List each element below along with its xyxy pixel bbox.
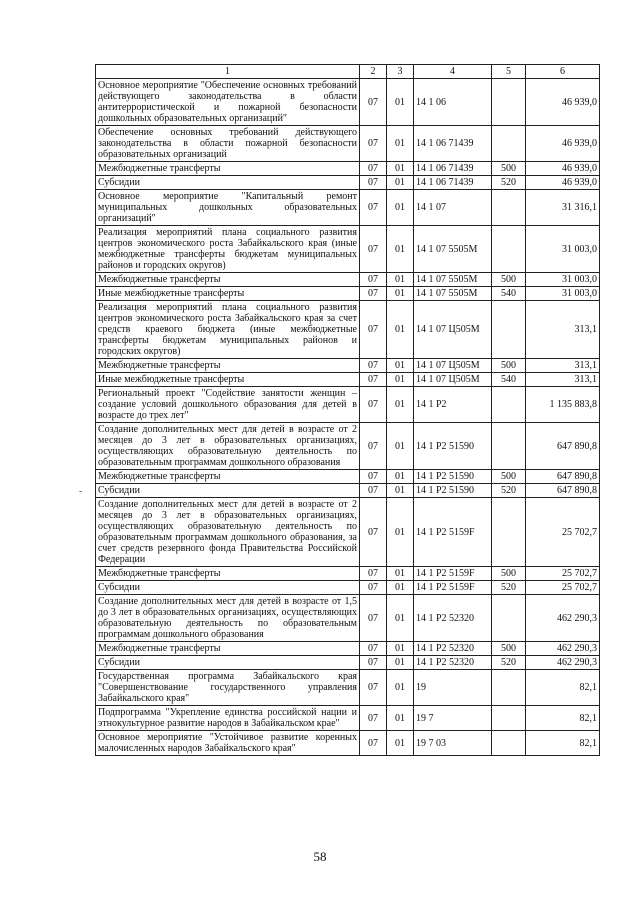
item-name-cell: Иные межбюджетные трансферты [96, 373, 360, 387]
target-article-cell: 14 1 P2 5159F [414, 581, 492, 595]
expense-type-cell [492, 670, 526, 706]
target-article-cell: 14 1 P2 5159F [414, 498, 492, 567]
target-article-cell: 14 1 06 71439 [414, 162, 492, 176]
item-name-cell: Межбюджетные трансферты [96, 470, 360, 484]
page-number: 58 [313, 849, 327, 864]
item-name-cell: Основное мероприятие "Устойчивое развитие коренных малочисленных народов Забайкальского края" [96, 731, 360, 756]
column-header: 1 [96, 65, 360, 79]
section-code-cell: 07 [360, 176, 387, 190]
target-article-cell: 14 1 07 5505М [414, 287, 492, 301]
expense-type-cell [492, 423, 526, 470]
table-row [96, 79, 600, 126]
subsection-code-cell: 01 [387, 162, 414, 176]
header-row [96, 65, 600, 79]
expense-type-cell [492, 706, 526, 731]
table-row [96, 287, 600, 301]
amount-cell: 313,1 [526, 301, 600, 359]
expense-type-cell: 540 [492, 373, 526, 387]
stray-mark: - [79, 486, 83, 497]
section-code-cell: 07 [360, 567, 387, 581]
subsection-code-cell: 01 [387, 190, 414, 226]
expense-type-cell: 500 [492, 359, 526, 373]
section-code-cell: 07 [360, 387, 387, 423]
column-header: 5 [492, 65, 526, 79]
expense-type-cell [492, 79, 526, 126]
subsection-code-cell: 01 [387, 470, 414, 484]
subsection-code-cell: 01 [387, 273, 414, 287]
item-name-cell: Основное мероприятие "Капитальный ремонт муниципальных дошкольных образовательных организаций" [96, 190, 360, 226]
amount-cell: 31 003,0 [526, 226, 600, 273]
table-row [96, 423, 600, 470]
table-row [96, 470, 600, 484]
table-row [96, 190, 600, 226]
section-code-cell: 07 [360, 470, 387, 484]
target-article-cell: 14 1 P2 51590 [414, 423, 492, 470]
amount-cell: 462 290,3 [526, 642, 600, 656]
item-name-cell: Межбюджетные трансферты [96, 359, 360, 373]
expense-type-cell: 540 [492, 287, 526, 301]
subsection-code-cell: 01 [387, 595, 414, 642]
amount-cell: 25 702,7 [526, 498, 600, 567]
subsection-code-cell: 01 [387, 484, 414, 498]
item-name-cell: Создание дополнительных мест для детей в возрасте от 2 месяцев до 3 лет в образовательных организациях, осуществляющих образовательную деятельность по образовательным программам дошкольного образования [96, 423, 360, 470]
amount-cell: 82,1 [526, 670, 600, 706]
item-name-cell: Государственная программа Забайкальского края "Совершенствование государственного управления Забайкальского края" [96, 670, 360, 706]
subsection-code-cell: 01 [387, 670, 414, 706]
subsection-code-cell: 01 [387, 387, 414, 423]
amount-cell: 313,1 [526, 373, 600, 387]
target-article-cell: 14 1 07 Ц505М [414, 301, 492, 359]
item-name-cell: Подпрограмма "Укрепление единства российской нации и этнокультурное развитие народов в Забайкальском крае" [96, 706, 360, 731]
table-row [96, 595, 600, 642]
expense-type-cell: 500 [492, 567, 526, 581]
item-name-cell: Реализация мероприятий плана социального развития центров экономического роста Забайкальского края за счет средств краевого бюджета (иные межбюджетные трансферты бюджетам муниципальных районов и городских округов) [96, 301, 360, 359]
expense-type-cell: 500 [492, 470, 526, 484]
subsection-code-cell: 01 [387, 301, 414, 359]
amount-cell: 1 135 883,8 [526, 387, 600, 423]
target-article-cell: 14 1 07 5505М [414, 273, 492, 287]
amount-cell: 46 939,0 [526, 176, 600, 190]
subsection-code-cell: 01 [387, 226, 414, 273]
expense-type-cell [492, 190, 526, 226]
amount-cell: 82,1 [526, 731, 600, 756]
section-code-cell: 07 [360, 79, 387, 126]
amount-cell: 46 939,0 [526, 162, 600, 176]
target-article-cell: 14 1 06 71439 [414, 176, 492, 190]
target-article-cell: 14 1 P2 52320 [414, 595, 492, 642]
amount-cell: 647 890,8 [526, 484, 600, 498]
item-name-cell: Субсидии [96, 176, 360, 190]
section-code-cell: 07 [360, 670, 387, 706]
target-article-cell: 14 1 07 5505М [414, 226, 492, 273]
table-row [96, 670, 600, 706]
subsection-code-cell: 01 [387, 176, 414, 190]
section-code-cell: 07 [360, 484, 387, 498]
table-row [96, 226, 600, 273]
amount-cell: 82,1 [526, 706, 600, 731]
table-row [96, 359, 600, 373]
subsection-code-cell: 01 [387, 126, 414, 162]
target-article-cell: 19 [414, 670, 492, 706]
section-code-cell: 07 [360, 273, 387, 287]
target-article-cell: 14 1 P2 52320 [414, 642, 492, 656]
expense-type-cell [492, 226, 526, 273]
expense-type-cell: 520 [492, 656, 526, 670]
table-row [96, 273, 600, 287]
amount-cell: 647 890,8 [526, 470, 600, 484]
item-name-cell: Обеспечение основных требований действующего законодательства в области пожарной безопасности образовательных организаций [96, 126, 360, 162]
expense-type-cell [492, 498, 526, 567]
item-name-cell: Основное мероприятие "Обеспечение основных требований действующего законодательства в области антитеррористической и пожарной безопасности дошкольных образовательных организаций" [96, 79, 360, 126]
table-row [96, 301, 600, 359]
expense-type-cell: 520 [492, 176, 526, 190]
subsection-code-cell: 01 [387, 706, 414, 731]
column-header: 6 [526, 65, 600, 79]
item-name-cell: Межбюджетные трансферты [96, 567, 360, 581]
subsection-code-cell: 01 [387, 373, 414, 387]
section-code-cell: 07 [360, 359, 387, 373]
column-header: 4 [414, 65, 492, 79]
subsection-code-cell: 01 [387, 287, 414, 301]
amount-cell: 25 702,7 [526, 567, 600, 581]
item-name-cell: Иные межбюджетные трансферты [96, 287, 360, 301]
subsection-code-cell: 01 [387, 731, 414, 756]
table-row [96, 498, 600, 567]
subsection-code-cell: 01 [387, 498, 414, 567]
amount-cell: 46 939,0 [526, 126, 600, 162]
table-row [96, 162, 600, 176]
item-name-cell: Субсидии [96, 656, 360, 670]
amount-cell: 313,1 [526, 359, 600, 373]
section-code-cell: 07 [360, 287, 387, 301]
amount-cell: 31 003,0 [526, 273, 600, 287]
item-name-cell: Межбюджетные трансферты [96, 642, 360, 656]
target-article-cell: 14 1 06 [414, 79, 492, 126]
section-code-cell: 07 [360, 162, 387, 176]
section-code-cell: 07 [360, 595, 387, 642]
expense-type-cell: 520 [492, 484, 526, 498]
section-code-cell: 07 [360, 126, 387, 162]
table-row [96, 731, 600, 756]
target-article-cell: 14 1 P2 52320 [414, 656, 492, 670]
expense-type-cell [492, 731, 526, 756]
amount-cell: 46 939,0 [526, 79, 600, 126]
subsection-code-cell: 01 [387, 581, 414, 595]
table-row [96, 387, 600, 423]
item-name-cell: Субсидии [96, 484, 360, 498]
section-code-cell: 07 [360, 226, 387, 273]
table-row [96, 484, 600, 498]
expense-type-cell: 500 [492, 162, 526, 176]
item-name-cell: Межбюджетные трансферты [96, 162, 360, 176]
target-article-cell: 14 1 P2 51590 [414, 484, 492, 498]
target-article-cell: 14 1 P2 [414, 387, 492, 423]
target-article-cell: 19 7 03 [414, 731, 492, 756]
target-article-cell: 14 1 07 Ц505М [414, 373, 492, 387]
budget-table [95, 64, 600, 756]
expense-type-cell: 500 [492, 642, 526, 656]
expense-type-cell [492, 595, 526, 642]
expense-type-cell [492, 126, 526, 162]
expense-type-cell [492, 301, 526, 359]
subsection-code-cell: 01 [387, 567, 414, 581]
item-name-cell: Субсидии [96, 581, 360, 595]
section-code-cell: 07 [360, 423, 387, 470]
amount-cell: 31 316,1 [526, 190, 600, 226]
item-name-cell: Межбюджетные трансферты [96, 273, 360, 287]
expense-type-cell: 520 [492, 581, 526, 595]
subsection-code-cell: 01 [387, 642, 414, 656]
section-code-cell: 07 [360, 656, 387, 670]
target-article-cell: 14 1 P2 51590 [414, 470, 492, 484]
section-code-cell: 07 [360, 731, 387, 756]
amount-cell: 462 290,3 [526, 656, 600, 670]
column-header: 3 [387, 65, 414, 79]
section-code-cell: 07 [360, 581, 387, 595]
amount-cell: 462 290,3 [526, 595, 600, 642]
subsection-code-cell: 01 [387, 656, 414, 670]
table-row [96, 581, 600, 595]
table-row [96, 373, 600, 387]
table-row [96, 176, 600, 190]
table-row [96, 706, 600, 731]
target-article-cell: 19 7 [414, 706, 492, 731]
table-row [96, 567, 600, 581]
table-row [96, 126, 600, 162]
subsection-code-cell: 01 [387, 423, 414, 470]
section-code-cell: 07 [360, 190, 387, 226]
section-code-cell: 07 [360, 373, 387, 387]
item-name-cell: Региональный проект "Содействие занятости женщин – создание условий дошкольного образования для детей в возрасте до трех лет" [96, 387, 360, 423]
expense-type-cell: 500 [492, 273, 526, 287]
subsection-code-cell: 01 [387, 79, 414, 126]
section-code-cell: 07 [360, 642, 387, 656]
section-code-cell: 07 [360, 706, 387, 731]
item-name-cell: Реализация мероприятий плана социального развития центров экономического роста Забайкальского края (иные межбюджетные трансферты бюджетам муниципальных районов и городских округов) [96, 226, 360, 273]
amount-cell: 25 702,7 [526, 581, 600, 595]
table-row [96, 656, 600, 670]
amount-cell: 31 003,0 [526, 287, 600, 301]
item-name-cell: Создание дополнительных мест для детей в возрасте от 1,5 до 3 лет в образовательных организациях, осуществляющих образовательную деятельность по образовательным программам дошкольного образования [96, 595, 360, 642]
section-code-cell: 07 [360, 301, 387, 359]
item-name-cell: Создание дополнительных мест для детей в возрасте от 2 месяцев до 3 лет в образовательных организациях, осуществляющих образовательную деятельность по образовательным программам дошкольного образования, за счет средств резервного фонда Правительства Российской Федерации [96, 498, 360, 567]
expense-type-cell [492, 387, 526, 423]
amount-cell: 647 890,8 [526, 423, 600, 470]
table-row [96, 642, 600, 656]
target-article-cell: 14 1 06 71439 [414, 126, 492, 162]
target-article-cell: 14 1 07 Ц505М [414, 359, 492, 373]
section-code-cell: 07 [360, 498, 387, 567]
target-article-cell: 14 1 P2 5159F [414, 567, 492, 581]
subsection-code-cell: 01 [387, 359, 414, 373]
target-article-cell: 14 1 07 [414, 190, 492, 226]
column-header: 2 [360, 65, 387, 79]
